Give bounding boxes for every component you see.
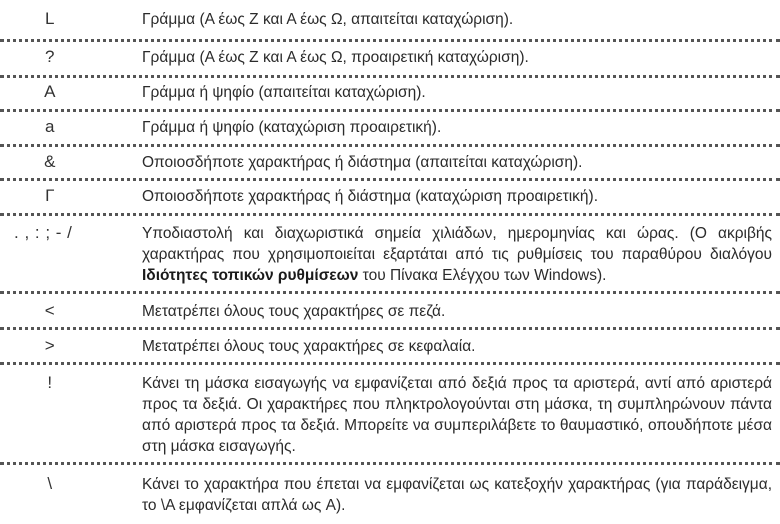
- mask-description-part: του Πίνακα Ελέγχου των Windows).: [358, 267, 607, 284]
- mask-description: Κάνει το χαρακτήρα που έπεται να εμφανίζεται ως κατεξοχήν χαρακτήρας (για παράδειγμα, το \A εμφανίζεται απλά ως A).: [142, 476, 772, 514]
- mask-symbol: >: [44, 336, 56, 355]
- table-row: [0, 112, 780, 147]
- mask-description: Γράμμα ή ψηφίο (απαιτείται καταχώριση).: [142, 84, 426, 101]
- table-row: [0, 78, 780, 112]
- mask-symbol: A: [44, 82, 56, 101]
- table-row: [0, 330, 780, 365]
- mask-description: Μετατρέπει όλους τους χαρακτήρες σε πεζά.: [142, 303, 446, 320]
- mask-description: Οποιοσδήποτε χαρακτήρας ή διάστημα (καταχώριση προαιρετική).: [142, 188, 599, 205]
- table-row: [0, 181, 780, 216]
- table-row: [0, 42, 780, 78]
- mask-symbol: Γ: [45, 186, 55, 205]
- mask-description: Κάνει τη μάσκα εισαγωγής να εμφανίζεται από δεξιά προς τα αριστερά, αντί από αριστερά προς τα δεξιά. Οι χαρακτήρες που πληκτρολογούνται στη μάσκα, τη συμπληρώνουν πάντα από αριστερά προς τα δεξιά. Μπορείτε να συμπεριλάβετε το θαυμαστικό, οπουδήποτε μέσα στη μάσκα εισαγωγής.: [142, 375, 772, 455]
- mask-description-part: Υποδιαστολή και διαχωριστικά σημεία χιλιάδων, ημερομηνίας και ώρας. (Ο ακριβής χαρακτήρας που χρησιμοποιείται εξαρτάται από τις ρυθμίσεις του παραθύρου διαλόγου: [142, 225, 772, 263]
- table-row: [0, 0, 780, 42]
- mask-description: Μετατρέπει όλους τους χαρακτήρες σε κεφαλαία.: [142, 338, 476, 355]
- mask-description: [142, 223, 772, 286]
- table-row: [0, 465, 780, 521]
- table-row: [0, 216, 780, 294]
- mask-symbol: a: [45, 117, 55, 136]
- table-row: [0, 365, 780, 465]
- regional-settings-dialog-name: Ιδιότητες τοπικών ρυθμίσεων: [142, 267, 359, 284]
- mask-symbol: L: [45, 9, 55, 28]
- mask-description: Γράμμα (Α έως Ζ και Α έως Ω, προαιρετική καταχώριση).: [142, 49, 529, 66]
- mask-symbol: <: [44, 301, 56, 320]
- mask-symbol: ?: [45, 47, 55, 66]
- mask-description: Γράμμα (Α έως Ζ και Α έως Ω, απαιτείται καταχώριση).: [142, 11, 514, 28]
- mask-symbol: \: [47, 474, 53, 493]
- mask-symbol: !: [47, 373, 53, 392]
- mask-symbol: . , : ; - /: [14, 223, 73, 242]
- mask-symbol: &: [44, 152, 56, 171]
- mask-description: Οποιοσδήποτε χαρακτήρας ή διάστημα (απαιτείται καταχώριση).: [142, 154, 583, 171]
- table-row: [0, 147, 780, 181]
- mask-description: Γράμμα ή ψηφίο (καταχώριση προαιρετική).: [142, 119, 442, 136]
- table-row: [0, 294, 780, 330]
